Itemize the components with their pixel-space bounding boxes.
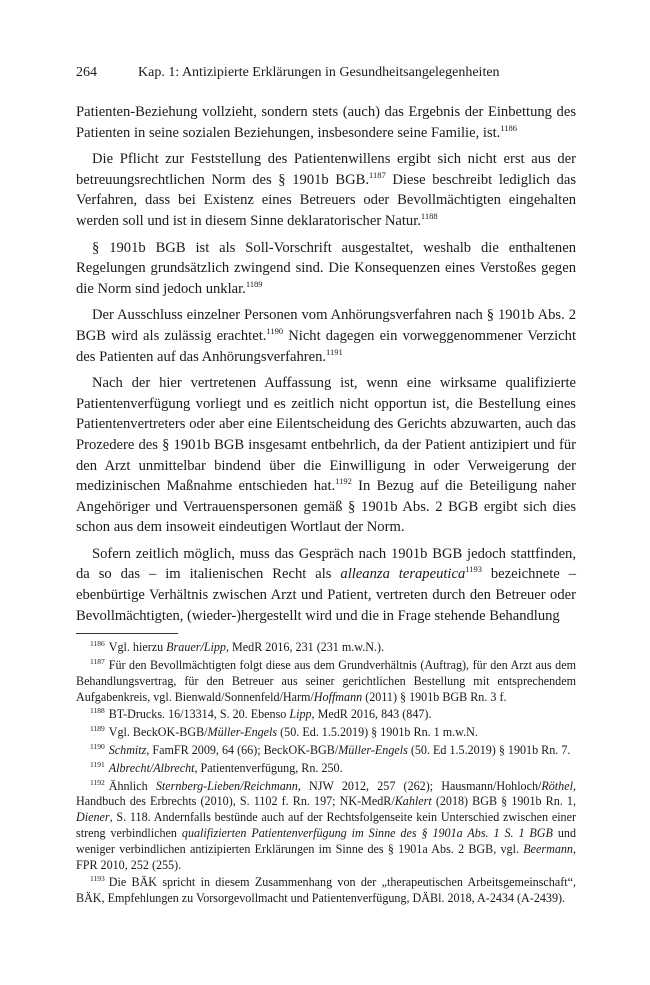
footnote-number: 1188 [90,706,105,716]
footnote-ref: 1186 [500,122,518,133]
author-name: Sternberg-Lieben/Reichmann [155,778,298,793]
footnote-1187 [76,658,576,705]
text-run: Vgl. BeckOK-BGB/ [108,725,208,740]
text-run: Ähnlich [108,778,156,793]
text-run: (50. Ed. 1.5.2019) § 1901b Rn. 1 m.w.N. [277,725,478,740]
author-name: Müller-Engels [338,743,408,758]
text-run: , Patientenverfügung, Rn. 250. [194,760,343,775]
footnote-number: 1192 [90,777,105,787]
text-run: In Bezug auf die Beteiligung naher Angehöriger und Vertrauenspersonen gemäß § 1901b Abs. 2 BGB ergibt sich dies schon aus dem insoweit eindeutigen Wortlaut der Norm. [76,478,576,536]
text-run: Der Ausschluss einzelner Personen vom Anhörungsverfahren nach § 1901b Abs. 2 BGB wird als zulässig erachtet. [76,307,576,344]
footnote-ref: 1188 [420,210,438,221]
text-run: § 1901b BGB ist als Soll-Vorschrift ausgestaltet, weshalb die enthaltenen Regelungen grundsätzlich zwingend sind. Die Konsequenzen eines Verstoßes gegen die Norm sind jedoch unklar. [76,239,576,297]
footnote-1191 [76,761,576,777]
paragraph-3 [76,238,576,300]
footnote-separator [76,633,178,634]
footnote-ref: 1193 [465,564,482,575]
text-run: , FamFR 2009, 64 (66); BeckOK-BGB/ [146,743,339,758]
footnote-1192 [76,779,576,874]
running-title: Kap. 1: Antizipierte Erklärungen in Gesundheitsangelegenheiten [138,65,500,80]
text-run: Sofern zeitlich möglich, muss das Gespräch nach 1901b BGB jedoch stattfinden, da so das – im italienischen Recht als [76,545,576,583]
author-name: Schmitz [108,743,147,758]
footnote-1189 [76,725,576,741]
text-run: , NJW 2012, 257 (262); Hausmann/Hohloch/ [297,778,542,793]
page-number: 264 [76,65,97,80]
italic-term: alleanza terapeutica [340,566,466,583]
footnote-number: 1190 [90,742,105,752]
text-run: (50. Ed 1.5.2019) § 1901b Rn. 7. [407,743,571,758]
footnote-1188 [76,707,576,723]
text-run: (2011) § 1901b BGB Rn. 3 f. [362,689,507,704]
text-run: Nach der hier vertretenen Auffassung ist, wenn eine wirksame qualifizierte Patientenverfügung vorliegt und es zeitlich nicht opportun ist, die Bestellung eines Patientenvertreters oder aber eine Eilentscheidung des Gerichts abzuwarten, auch das Prozedere des § 1901b BGB insgesamt entbehrlich, da der Patient antizipiert und für den Arzt unmittelbar bindend über die Einwilligung in oder Verweigerung der medizinischen Maßnahme entschieden hat. [76,375,576,495]
paragraph-5 [76,373,576,538]
text-run: und weniger verbindlichen antizipierten Erklärungen im Sinne des § 1901a Abs. 2 BGB, vgl. [76,826,576,856]
paragraph-4 [76,305,576,367]
text-run: , Handbuch des Erbrechts (2010), S. 1102 f. Rn. 197; NK-MedR/ [76,778,576,809]
footnotes [76,640,576,907]
text-run: Patienten-Beziehung vollzieht, sondern stets (auch) das Ergebnis der Einbettung des Patienten in seine sozialen Beziehungen, insbesondere seine Familie, ist. [76,104,576,141]
text-run: Diese beschreibt lediglich das Verfahren, dass bei Existenz eines Betreuers oder Bevollmächtigten eingehalten werden soll und ist in diesem Sinne deklaratorischer Natur. [76,171,576,229]
paragraph-6 [76,544,576,626]
footnote-1186 [76,640,576,656]
author-name: Diener [76,810,110,825]
text-run: BT-Drucks. 16/13314, S. 20. Ebenso [108,707,290,722]
text-run: (2018) BGB § 1901b Rn. 1, [431,794,576,809]
footnote-ref: 1189 [245,278,263,289]
author-name: Röthel [541,778,573,793]
footnote-number: 1189 [90,724,105,734]
text-run: bezeichnete – ebenbürtige Verhältnis zwischen Arzt und Patient, vertreten durch den Betreuer oder Bevollmächtigten, (wieder-)hergestellt wird und die in Frage stehende Behandlung [76,566,576,624]
author-name: Lipp [289,707,312,722]
italic-term: qualifizierten Patientenverfügung im Sinne des § 1901a Abs. 1 S. 1 BGB [181,826,553,841]
text-run: Nicht dagegen ein vorweggenommener Verzicht des Patienten auf das Anhörungsverfahren. [76,327,577,365]
footnote-ref: 1187 [369,169,386,180]
footnote-ref: 1192 [335,476,352,487]
page [76,64,576,909]
text-run: , S. 118. Andernfalls bestünde auch auf der Rechtsfolgenseite kein Unterschied zwischen einer streng verbindlichen [76,810,576,841]
text-run: Die BÄK spricht in diesem Zusammenhang von der „therapeutischen Arbeitsgemeinschaft“, BÄK, Empfehlungen zu Vorsorgevollmacht und Patientenverfügung, DÄBl. 2018, A-2434 (A-2439). [76,875,576,906]
text-run: Vgl. hierzu [108,640,167,655]
author-name: Müller-Engels [207,725,278,740]
running-header [76,64,576,82]
footnote-number: 1193 [90,874,105,884]
paragraph-1 [76,102,576,143]
author-name: Kahlert [394,794,432,809]
text-run: , FPR 2010, 252 (255). [76,841,576,872]
author-name: Brauer/Lipp [166,640,226,655]
author-name: Hoffmann [313,689,363,704]
footnote-number: 1191 [90,759,105,769]
main-text [76,102,576,626]
text-run: , MedR 2016, 231 (231 m.w.N.). [225,640,385,655]
footnote-number: 1186 [90,639,105,649]
footnote-number: 1187 [90,657,105,667]
footnote-ref: 1190 [266,325,284,336]
author-name: Beermann [523,841,573,856]
text-run: Die Pflicht zur Feststellung des Patientenwillens ergibt sich nicht erst aus der betreuungsrechtlichen Norm des § 1901b BGB. [76,151,576,188]
paragraph-2 [76,149,576,231]
footnote-ref: 1191 [326,346,343,357]
footnote-1193 [76,875,576,907]
text-run: , MedR 2016, 843 (847). [311,707,432,722]
text-run: Für den Bevollmächtigten folgt diese aus dem Grundverhältnis (Auftrag), für den Arzt aus dem Behandlungsvertrag, für den Betreuer aus seiner gerichtlichen Bestellung mit entsprechendem Aufgabenkreis, vgl. Bienwald/Sonnenfeld/Harm/ [76,658,576,704]
footnote-1190 [76,743,576,759]
author-name: Albrecht/Albrecht [108,760,195,775]
